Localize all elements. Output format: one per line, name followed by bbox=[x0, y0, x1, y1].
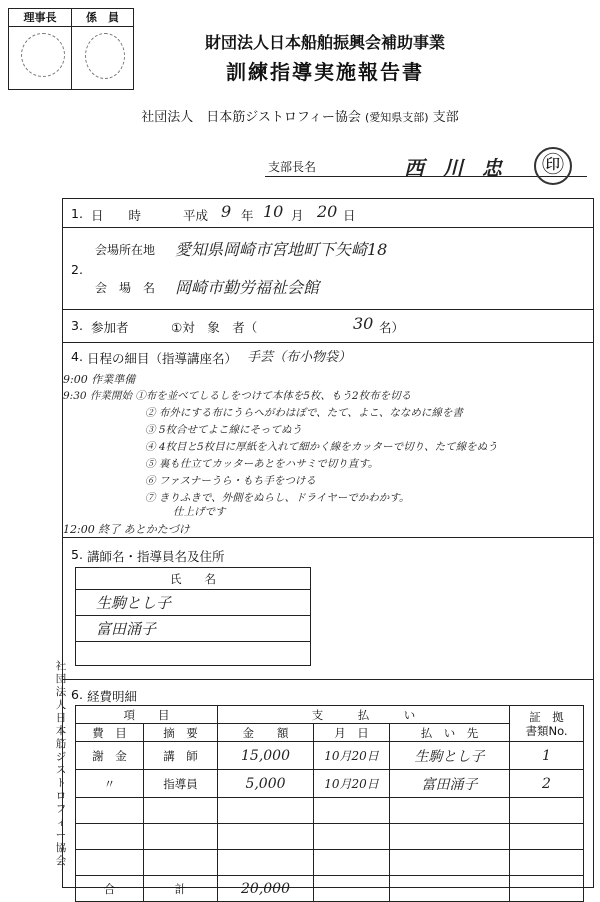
table-row: 〃 指導員 5,000 10月20日 富田涌子 2 bbox=[76, 770, 584, 798]
branch-suffix: 支部 bbox=[432, 110, 459, 125]
staff-seal-icon bbox=[85, 33, 125, 79]
participant-count: 30 bbox=[353, 314, 374, 333]
signature-seal-icon: ㊞ bbox=[534, 147, 572, 185]
schedule-line: ④ 4枚目と5枚目に厚紙を入れて細かく線をカッターで切り、たて線をぬう bbox=[145, 441, 498, 453]
branch-head-name: 西 川 忠 bbox=[404, 156, 508, 180]
header-item: 項 目 bbox=[76, 706, 218, 724]
side-org-text: 社団法人日本筋ジストロフィー協会 bbox=[55, 660, 67, 867]
branch-name: (愛知県支部) bbox=[364, 111, 429, 124]
header-payment: 支 払 い bbox=[218, 706, 510, 724]
course-name: 手芸（布小物袋） bbox=[247, 350, 352, 365]
staff-label: 係 員 bbox=[72, 9, 133, 27]
schedule-line: ⑤ 裏も仕立てカッターあとをハサミで切り直す。 bbox=[145, 458, 379, 470]
schedule-line: ⑦ きりふきで、外側をぬらし、ドライヤーでかわかす。 bbox=[145, 492, 410, 504]
schedule-line: ② 布外にする布にうらへがわはぼで、たて、よこ、ななめに線を書 bbox=[145, 407, 463, 419]
title-line1: 財団法人日本船舶振興会補助事業 bbox=[204, 33, 445, 52]
director-seal-icon bbox=[21, 33, 65, 77]
report-form: 1. 日 時 平成 9 年 10 月 20 日 2. 会場所在地 愛知県岡崎市宮地町下矢崎18 会 場 名 岡崎市勤労福祉会館 3. 参加者 ①対 象 者（ 30 名） 4. 日程の細目（指導講座名） 手芸（布小物袋） 9:00 作業準備 9:30 作業開始 ①布を並べてしるしをつけて本体を5枚、もう2枚布を切る ② 布外にする布にうらへがわはぼで、たて、よこ、ななめに線を書 ③ 5枚合せてよこ線にそってぬう ④ 4枚目と5枚目に厚紙を入れて細かく線をカッターで切り、たて線をぬう ⑤ 裏も仕立てカッターあとをハサミで切り直す。 ⑥ ファスナーうら・もち手をつける ⑦ きりふきで、外側をぬらし、ドライヤーでかわかす。 仕上げです 12:00 終了 あとかたづけ 5. 講師名・指導員名及住所 氏 名 生駒とし子 富田涌子 6. 経費明細 項 目 支 払 い 証 拠 書類No. 費 目 摘 要 金 額 月 日 払 い 先 謝 金 講 師 15,000 10月20日 生駒とし子 1 〃 指導員 5,000 10月20日 富田涌子 2 合 計 20,000 bbox=[62, 198, 594, 888]
date-month: 10 bbox=[263, 202, 284, 221]
expense-table: 項 目 支 払 い 証 拠 書類No. 費 目 摘 要 金 額 月 日 払 い 先 謝 金 講 師 15,000 10月20日 生駒とし子 1 〃 指導員 5,000 10月20日 富田涌子 2 合 計 20,000 bbox=[75, 705, 584, 902]
organization-name: 社団法人 日本筋ジストロフィー協会 bbox=[141, 110, 361, 125]
venue-address: 愛知県岡崎市宮地町下矢崎18 bbox=[175, 240, 388, 259]
branch-head-label: 支部長名 bbox=[268, 160, 317, 174]
instructor-name: 富田涌子 bbox=[76, 616, 311, 642]
instructor-table bbox=[75, 567, 311, 666]
total-row: 合 計 20,000 bbox=[76, 876, 584, 902]
organization-line bbox=[0, 106, 600, 125]
director-label: 理事長 bbox=[9, 9, 72, 27]
schedule-line: 12:00 終了 あとかたづけ bbox=[63, 523, 190, 536]
table-row: 謝 金 講 師 15,000 10月20日 生駒とし子 1 bbox=[76, 742, 584, 770]
venue-name: 岡崎市勤労福祉会館 bbox=[175, 278, 320, 297]
schedule-line: ⑥ ファスナーうら・もち手をつける bbox=[145, 475, 316, 487]
page-title: 訓練指導実施報告書 bbox=[226, 60, 424, 84]
instructor-name: 生駒とし子 bbox=[76, 590, 311, 616]
approval-stamp-box bbox=[8, 8, 134, 90]
date-label: 日 時 bbox=[91, 208, 142, 223]
total-amount: 20,000 bbox=[218, 876, 314, 902]
schedule-line: ③ 5枚合せてよこ線にそってぬう bbox=[145, 424, 303, 436]
date-year: 9 bbox=[221, 202, 232, 221]
header-cert: 証 拠 書類No. bbox=[510, 706, 584, 742]
schedule-line: 9:30 作業開始 ①布を並べてしるしをつけて本体を5枚、もう2枚布を切る bbox=[63, 390, 412, 402]
date-day: 20 bbox=[317, 202, 338, 221]
schedule-line: 仕上げです bbox=[173, 506, 226, 518]
instructor-col-header: 氏 名 bbox=[76, 568, 311, 590]
schedule-line: 9:00 作業準備 bbox=[63, 373, 136, 386]
